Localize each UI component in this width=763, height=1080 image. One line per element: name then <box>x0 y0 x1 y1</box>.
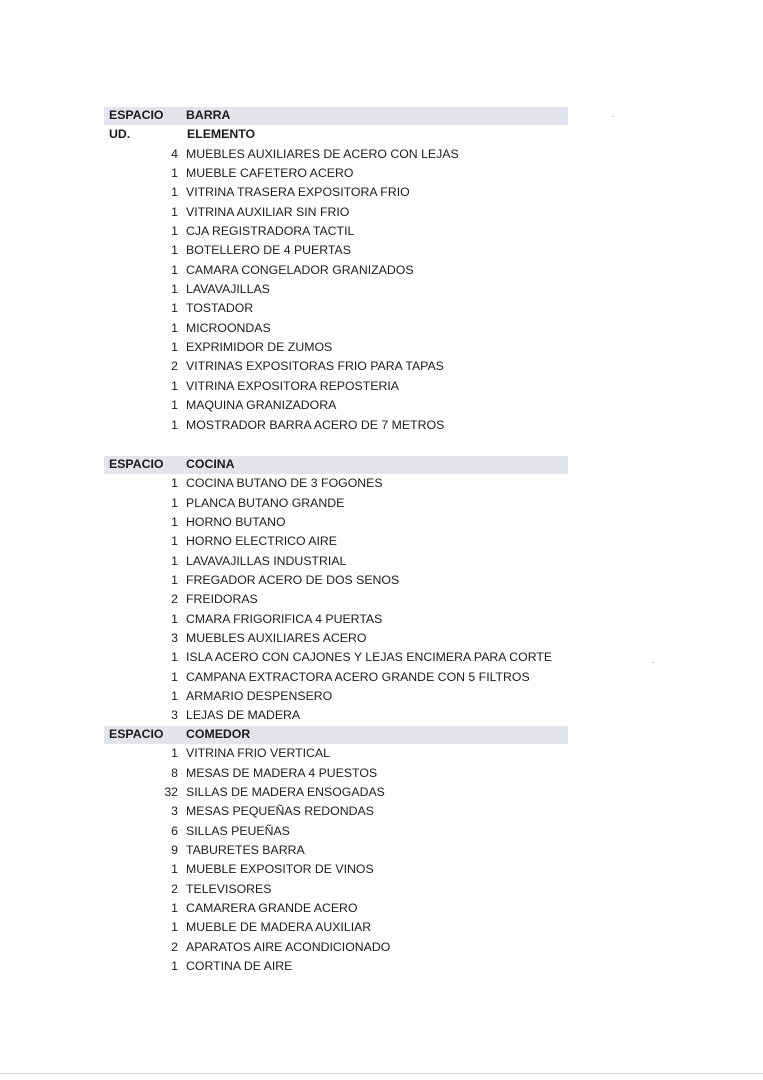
header-shading <box>104 107 568 125</box>
list-item <box>0 241 763 260</box>
item-quantity: 1 <box>171 553 178 568</box>
item-quantity: 1 <box>171 650 178 665</box>
list-item <box>0 706 763 725</box>
section-header <box>0 106 763 125</box>
item-quantity: 1 <box>171 862 178 877</box>
space-label: ESPACIO <box>109 108 164 122</box>
item-name: MESAS DE MADERA 4 PUESTOS <box>186 765 378 780</box>
item-quantity: 2 <box>171 592 178 607</box>
space-name: COMEDOR <box>186 727 251 741</box>
list-item <box>0 164 763 183</box>
item-quantity: 1 <box>171 534 178 549</box>
item-name: LEJAS DE MADERA <box>186 708 301 723</box>
item-quantity: 3 <box>171 631 178 646</box>
item-quantity: 1 <box>171 166 178 181</box>
item-name: MESAS PEQUEÑAS REDONDAS <box>186 804 374 819</box>
item-name: VITRINA FRIO VERTICAL <box>186 746 330 761</box>
item-name: BOTELLERO DE 4 PUERTAS <box>186 243 351 258</box>
list-item <box>0 474 763 493</box>
item-name: VITRINA EXPOSITORA REPOSTERIA <box>186 378 399 393</box>
list-item <box>0 571 763 590</box>
item-quantity: 1 <box>171 901 178 916</box>
space-name: COCINA <box>186 457 235 471</box>
item-quantity: 1 <box>171 920 178 935</box>
list-item <box>0 668 763 687</box>
item-name: MUEBLE DE MADERA AUXILIAR <box>186 920 372 935</box>
item-quantity: 8 <box>171 765 178 780</box>
item-name: CAMARERA GRANDE ACERO <box>186 901 358 916</box>
list-item <box>0 841 763 860</box>
item-name: MUEBLE CAFETERO ACERO <box>186 166 354 181</box>
item-quantity: 9 <box>171 843 178 858</box>
section-cocina <box>0 455 763 726</box>
item-quantity: 1 <box>171 476 178 491</box>
item-name: SILLAS PEUEÑAS <box>186 823 290 838</box>
item-name: TELEVISORES <box>186 881 272 896</box>
item-quantity: 1 <box>171 262 178 277</box>
item-quantity: 1 <box>171 611 178 626</box>
item-quantity: 1 <box>171 573 178 588</box>
list-item <box>0 802 763 821</box>
list-item <box>0 396 763 415</box>
item-name: VITRINA AUXILIAR SIN FRIO <box>186 204 350 219</box>
section-comedor <box>0 725 763 976</box>
item-name: MICROONDAS <box>186 320 271 335</box>
list-item <box>0 822 763 841</box>
item-quantity: 1 <box>171 398 178 413</box>
header-shading <box>104 456 568 474</box>
item-quantity: 2 <box>171 881 178 896</box>
list-item <box>0 918 763 937</box>
item-quantity: 2 <box>171 359 178 374</box>
item-name: HORNO ELECTRICO AIRE <box>186 534 338 549</box>
item-name: MUEBLES AUXILIARES DE ACERO CON LEJAS <box>186 146 459 161</box>
list-item <box>0 860 763 879</box>
item-name: CMARA FRIGORIFICA 4 PUERTAS <box>186 611 383 626</box>
item-quantity: 1 <box>171 301 178 316</box>
item-name: LAVAVAJILLAS <box>186 282 270 297</box>
section-barra <box>0 106 763 435</box>
list-item <box>0 299 763 318</box>
list-item <box>0 377 763 396</box>
item-name: PLANCA BUTANO GRANDE <box>186 495 345 510</box>
list-item <box>0 552 763 571</box>
list-item <box>0 222 763 241</box>
list-item <box>0 629 763 648</box>
item-name: CORTINA DE AIRE <box>186 959 293 974</box>
item-list <box>0 474 763 725</box>
space-label: ESPACIO <box>109 727 164 741</box>
element-column-header: ELEMENTO <box>187 127 256 142</box>
item-quantity: 1 <box>171 669 178 684</box>
section-header <box>0 455 763 474</box>
column-headers <box>0 125 763 144</box>
header-shading <box>104 726 568 744</box>
item-quantity: 1 <box>171 515 178 530</box>
list-item <box>0 744 763 763</box>
item-quantity: 3 <box>171 804 178 819</box>
list-item <box>0 280 763 299</box>
item-name: CAMPANA EXTRACTORA ACERO GRANDE CON 5 FILTROS <box>186 669 530 684</box>
item-quantity: 3 <box>171 708 178 723</box>
item-quantity: 6 <box>171 823 178 838</box>
item-quantity: 1 <box>171 495 178 510</box>
item-name: LAVAVAJILLAS INDUSTRIAL <box>186 553 347 568</box>
item-quantity: 1 <box>171 959 178 974</box>
item-name: HORNO BUTANO <box>186 515 286 530</box>
item-name: TOSTADOR <box>186 301 254 316</box>
item-list <box>0 145 763 435</box>
list-item <box>0 610 763 629</box>
item-name: MAQUINA GRANIZADORA <box>186 398 337 413</box>
item-name: CJA REGISTRADORA TACTIL <box>186 224 355 239</box>
item-quantity: 1 <box>171 320 178 335</box>
item-quantity: 2 <box>171 939 178 954</box>
item-name: FREIDORAS <box>186 592 258 607</box>
section-header <box>0 725 763 744</box>
list-item <box>0 764 763 783</box>
list-item <box>0 416 763 435</box>
item-name: COCINA BUTANO DE 3 FOGONES <box>186 476 383 491</box>
item-quantity: 1 <box>171 185 178 200</box>
item-list <box>0 744 763 976</box>
item-quantity: 1 <box>171 204 178 219</box>
list-item <box>0 183 763 202</box>
item-quantity: 1 <box>171 282 178 297</box>
list-item <box>0 938 763 957</box>
item-name: FREGADOR ACERO DE DOS SENOS <box>186 573 400 588</box>
item-name: VITRINA TRASERA EXPOSITORA FRIO <box>186 185 410 200</box>
item-quantity: 1 <box>171 417 178 432</box>
list-item <box>0 899 763 918</box>
item-quantity: 1 <box>171 340 178 355</box>
space-label: ESPACIO <box>109 457 164 471</box>
item-quantity: 4 <box>171 146 178 161</box>
item-name: MOSTRADOR BARRA ACERO DE 7 METROS <box>186 417 445 432</box>
list-item <box>0 203 763 222</box>
item-name: TABURETES BARRA <box>186 843 305 858</box>
list-item <box>0 880 763 899</box>
item-name: MUEBLE EXPOSITOR DE VINOS <box>186 862 374 877</box>
list-item <box>0 494 763 513</box>
item-name: CAMARA CONGELADOR GRANIZADOS <box>186 262 414 277</box>
list-item <box>0 532 763 551</box>
list-item <box>0 687 763 706</box>
list-item <box>0 145 763 164</box>
item-name: EXPRIMIDOR DE ZUMOS <box>186 340 333 355</box>
item-name: APARATOS AIRE ACONDICIONADO <box>186 939 391 954</box>
item-quantity: 1 <box>171 243 178 258</box>
list-item <box>0 357 763 376</box>
list-item <box>0 338 763 357</box>
item-name: MUEBLES AUXILIARES ACERO <box>186 631 367 646</box>
item-name: VITRINAS EXPOSITORAS FRIO PARA TAPAS <box>186 359 444 374</box>
item-quantity: 1 <box>171 746 178 761</box>
item-name: SILLAS DE MADERA ENSOGADAS <box>186 785 385 800</box>
list-item <box>0 590 763 609</box>
list-item <box>0 783 763 802</box>
space-name: BARRA <box>186 108 231 122</box>
item-quantity: 1 <box>171 224 178 239</box>
unit-column-header: UD. <box>109 127 131 142</box>
item-quantity: 1 <box>171 689 178 704</box>
list-item <box>0 513 763 532</box>
scan-speck <box>652 662 654 663</box>
scan-speck <box>612 116 614 117</box>
list-item <box>0 957 763 976</box>
scan-edge-line <box>0 1073 763 1074</box>
list-item <box>0 648 763 667</box>
item-name: ARMARIO DESPENSERO <box>186 689 333 704</box>
item-quantity: 32 <box>164 785 178 800</box>
item-name: ISLA ACERO CON CAJONES Y LEJAS ENCIMERA PARA CORTE <box>186 650 553 665</box>
item-quantity: 1 <box>171 378 178 393</box>
list-item <box>0 261 763 280</box>
list-item <box>0 319 763 338</box>
